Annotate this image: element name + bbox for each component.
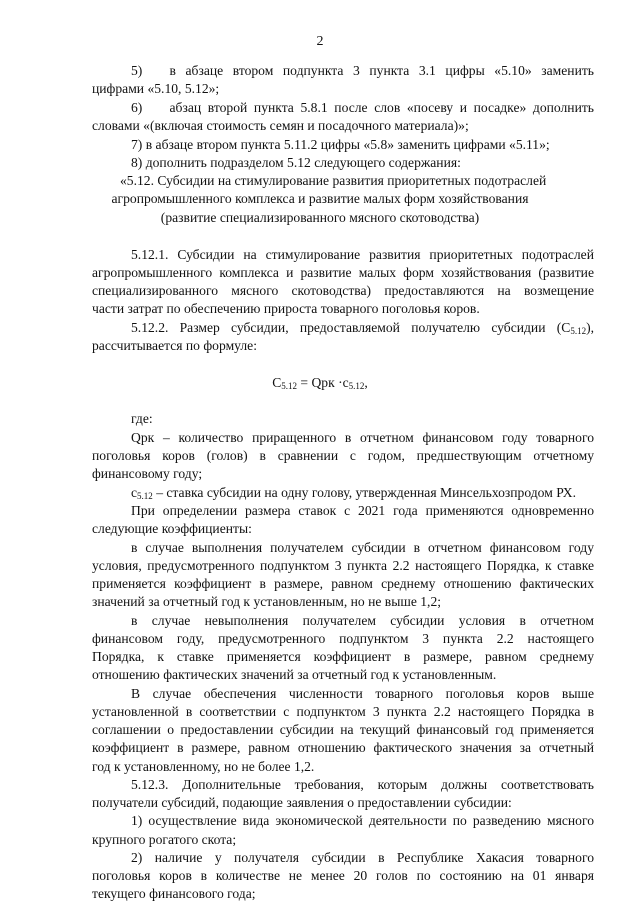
formula xyxy=(0,374,640,395)
list-item-8: 8) дополнить подразделом 5.12 следующего содержания: xyxy=(131,155,461,170)
case2-line-2: финансовом году, предусмотренного подпунктом 3 пункта 2.2 настоящего xyxy=(92,631,594,646)
case1-line-4: значений за отчетный год к установленным, но не выше 1,2; xyxy=(92,594,442,609)
rates-line-1: При определении размера ставок с 2021 года применяются одновременно xyxy=(131,503,594,518)
formula-body: = Qрк ·с xyxy=(297,375,349,390)
case2-line-3: Порядка, к ставке применяется коэффициент в размере, равном среднему xyxy=(92,649,594,664)
c512-sub: 5.12 xyxy=(137,491,153,501)
p5122-subscript: 5.12 xyxy=(570,326,587,336)
p5122-text: 5.12.2. Размер субсидии, предоставляемой получателю субсидии (С xyxy=(131,320,571,335)
list-item-6-line-2: словами «(включая стоимость семян и посадочного материала)»; xyxy=(92,118,469,133)
case3-line-1: В случае обеспечения численности товарного поголовья коров выше xyxy=(131,686,594,701)
case3-line-3: соглашении о предоставлении субсидии на текущий финансовый год применяется xyxy=(92,722,594,737)
list-item-5-line-2: цифрами «5.10, 5.12»; xyxy=(92,81,220,96)
formula-end: , xyxy=(364,375,368,390)
p5122-end: ), xyxy=(586,320,594,335)
case2-line-1: в случае невыполнения получателем субсидии условия в отчетном xyxy=(131,613,594,628)
section-heading-line-1: «5.12. Субсидии на стимулирование развития приоритетных подотраслей xyxy=(120,173,547,188)
formula-c-sub: 5.12 xyxy=(281,381,298,391)
p5121-line-1: 5.12.1. Субсидии на стимулирование развития приоритетных подотраслей xyxy=(131,247,594,262)
list-item-7: 7) в абзаце втором пункта 5.11.2 цифры «5.8» заменить цифрами «5.11»; xyxy=(131,137,550,152)
req2-line-1: 2) наличие у получателя субсидии в Республике Хакасия товарного xyxy=(131,850,594,865)
section-heading-line-2: агропромышленного комплекса и развитие малых форм хозяйствования xyxy=(111,191,529,206)
formula-c: С xyxy=(272,375,282,390)
p5123-line-1: 5.12.3. Дополнительные требования, которым должны соответствовать xyxy=(131,777,594,792)
req1-line-2: крупного рогатого скота; xyxy=(92,832,237,847)
p5122-line-2: рассчитывается по формуле: xyxy=(92,338,257,353)
case3-line-4: коэффициент в размере, равном отношению фактического значения за отчетный xyxy=(92,740,594,755)
req2-line-2: поголовья коров в количестве не менее 20 голов по состоянию на 01 января xyxy=(92,868,594,883)
p5121-line-4: части затрат по обеспечению прироста товарного поголовья коров. xyxy=(92,301,480,316)
page-number: 2 xyxy=(316,34,324,49)
c512-symbol: с xyxy=(131,485,138,500)
qrk-line-1: Qрк – количество приращенного в отчетном финансовом году товарного xyxy=(131,430,594,445)
section-heading-line-3: (развитие специализированного мясного скотоводства) xyxy=(160,210,480,225)
qrk-line-2: поголовья коров (голов) в сравнении с годом, предшествующим отчетному xyxy=(92,448,594,463)
qrk-line-3: финансовому году; xyxy=(92,466,203,481)
p5121-line-3: специализированного мясного скотоводства) предоставляются на возмещение xyxy=(92,283,594,298)
case3-line-5: год к установленному, но не более 1,2. xyxy=(92,759,315,774)
p5123-line-2: получатели субсидий, подающие заявления о предоставлении субсидии: xyxy=(92,795,512,810)
case1-line-3: применяется коэффициент в размере, равном среднему отношению фактических xyxy=(92,576,594,591)
c512-text: – ставка субсидии на одну голову, утвержденная Минсельхозпродом РХ. xyxy=(152,485,577,500)
case3-line-2: установленной в соответствии с подпунктом 3 пункта 2.2 настоящего Порядка в xyxy=(92,704,594,719)
req2-line-3: текущего финансового года; xyxy=(92,886,256,901)
list-item-5-line-1: 5) в абзаце втором подпункта 3 пункта 3.1 цифры «5.10» заменить xyxy=(131,63,594,78)
p5121-line-2: агропромышленного комплекса и развитие малых форм хозяйствования (развитие xyxy=(92,265,594,280)
req1-line-1: 1) осуществление вида экономической деятельности по разведению мясного xyxy=(131,813,594,828)
formula-s-sub: 5.12 xyxy=(348,381,365,391)
list-item-6-line-1: 6) абзац второй пункта 5.8.1 после слов «посеву и посадке» дополнить xyxy=(131,100,594,115)
where-label: где: xyxy=(131,411,153,426)
case2-line-4: отношению фактических значений за отчетный год к установленным. xyxy=(92,667,497,682)
rates-line-2: следующие коэффициенты: xyxy=(92,521,252,536)
case1-line-2: условия, предусмотренного подпунктом 3 пункта 2.2 настоящего Порядка, к ставке xyxy=(92,558,594,573)
case1-line-1: в случае выполнения получателем субсидии в отчетном финансовом году xyxy=(131,540,594,555)
